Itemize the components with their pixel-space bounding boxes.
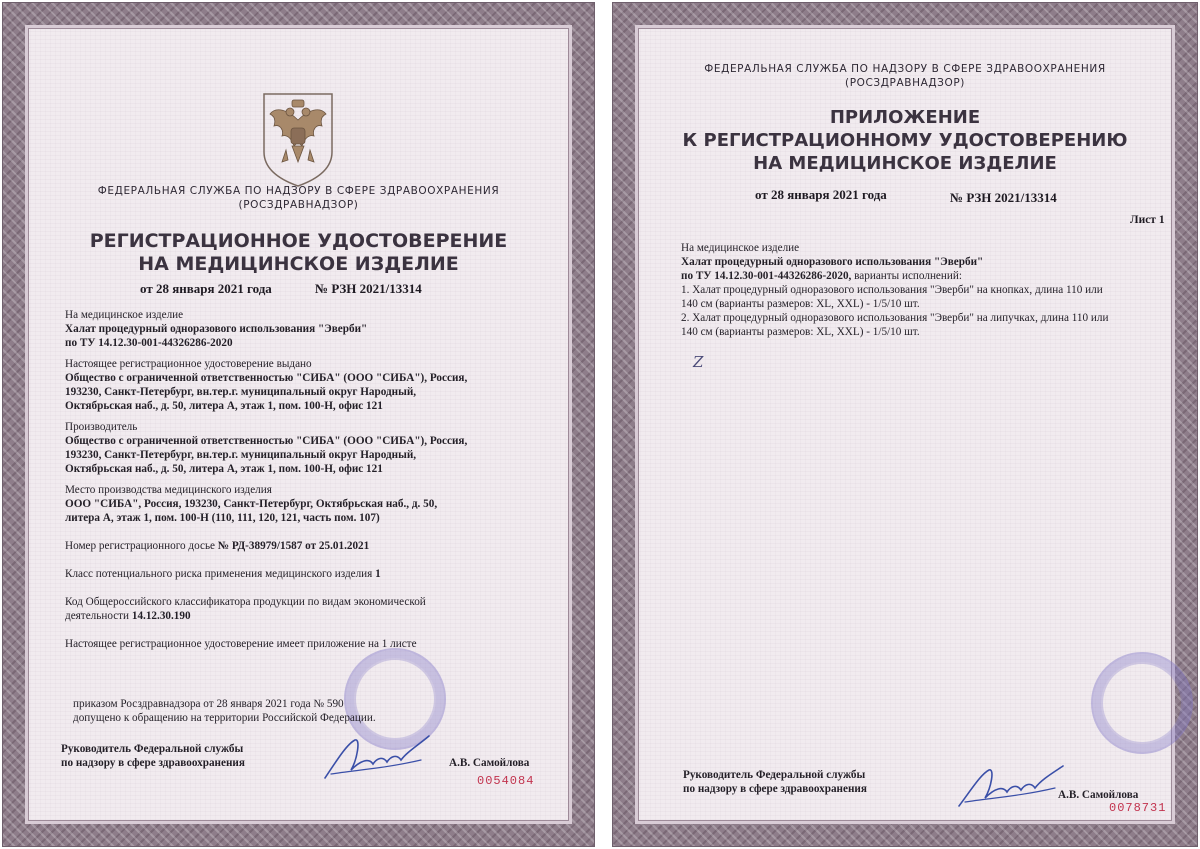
certificate-body [65,308,585,651]
annex-agency-short-name: (РОСЗДРАВНАДЗОР) [845,77,965,89]
variant-2-line-1: 2. Халат процедурный одноразового использования "Эверби" на липучках, длина 110 или [681,312,1109,324]
device-name: Халат процедурный одноразового использования "Эверби" [65,323,368,335]
signature-icon [953,760,1071,814]
certificate-date: от 28 января 2021 года [140,281,272,296]
annex-number: № РЗН 2021/13314 [950,190,1057,205]
annex-title-line-3: НА МЕДИЦИНСКОЕ ИЗДЕЛИЕ [753,153,1057,174]
annex-device-spec: по ТУ 14.12.30-001-44326286-2020, [681,270,852,282]
annex-title-line-2: К РЕГИСТРАЦИОННОМУ УДОСТОВЕРЕНИЮ [682,130,1128,151]
dossier-label: Номер регистрационного досье [65,540,216,552]
variant-1-line-1: 1. Халат процедурный одноразового использования "Эверби" на кнопках, длина 110 или [681,284,1103,296]
annex-serial-number: 0078731 [1109,801,1167,815]
annex-head-title [683,768,943,796]
order-line-1: приказом Росздравнадзора от 28 января 2021 года № 590 [73,698,344,710]
issued-label: Настоящее регистрационное удостоверение выдано [65,358,312,370]
signer-name: А.В. Самойлова [449,757,530,769]
issued-line-3: Октябрьская наб., д. 50, литера А, этаж 1, пом. 100-Н, офис 121 [65,400,383,412]
registration-certificate [3,3,594,846]
dossier-value: № РД-38979/1587 от 25.01.2021 [217,540,370,552]
variants-label: варианты исполнений: [854,270,962,282]
manufacturer-label: Производитель [65,421,138,433]
annex-device-name: Халат процедурный одноразового использования "Эверби" [681,256,984,268]
annex-signer-name: А.В. Самойлова [1058,789,1139,801]
initials-mark: Z [693,353,704,371]
variant-2-line-2: 140 см (варианты размеров: XL, XXL) - 1/5/10 шт. [681,326,920,338]
risk-class-label: Класс потенциального риска применения медицинского изделия [65,568,373,580]
certificate-title: РЕГИСТРАЦИОННОЕ УДОСТОВЕРЕНИЕ [89,230,508,252]
annex-head-title-line-1: Руководитель Федеральной службы [683,769,866,781]
issued-line-1: Общество с ограниченной ответственностью "СИБА" (ООО "СИБА"), Россия, [65,372,468,384]
manufacturer-line-3: Октябрьская наб., д. 50, литера А, этаж 1, пом. 100-Н, офис 121 [65,463,383,475]
device-label: На медицинское изделие [65,309,184,321]
annex-head-title-line-2: по надзору в сфере здравоохранения [683,783,867,795]
agency-name: ФЕДЕРАЛЬНАЯ СЛУЖБА ПО НАДЗОРУ В СФЕРЕ ЗДРАВООХРАНЕНИЯ [97,185,500,197]
signature-icon [317,730,437,786]
sheet-number: Лист 1 [1130,214,1165,226]
device-spec: по ТУ 14.12.30-001-44326286-2020 [65,337,233,349]
annex-note: Настоящее регистрационное удостоверение имеет приложение на 1 листе [65,638,417,650]
okp-label: Код Общероссийского классификатора продукции по видам экономической [65,596,426,608]
production-line-1: ООО "СИБА", Россия, 193230, Санкт-Петербург, Октябрьская наб., д. 50, [65,498,438,510]
certificate-subtitle: НА МЕДИЦИНСКОЕ ИЗДЕЛИЕ [138,253,459,275]
head-title [61,742,341,770]
certificate-annex [613,3,1197,846]
serial-number: 0054084 [477,774,535,788]
double-headed-eagle-icon [258,90,338,188]
head-title-line-1: Руководитель Федеральной службы [61,743,244,755]
annex-title: ПРИЛОЖЕНИЕ [829,107,981,128]
annex-paper [635,25,1175,824]
order-text [73,697,493,725]
certificate-number: № РЗН 2021/13314 [315,281,422,296]
annex-device-label: На медицинское изделие [681,242,800,254]
okp-value: 14.12.30.190 [131,610,191,622]
production-line-2: литера А, этаж 1, пом. 100-Н (110, 111, 120, 121, часть пом. 107) [65,512,380,524]
variant-1-line-2: 140 см (варианты размеров: XL, XXL) - 1/5/10 шт. [681,298,920,310]
annex-body [681,241,1191,339]
head-title-line-2: по надзору в сфере здравоохранения [61,757,245,769]
manufacturer-line-2: 193230, Санкт-Петербург, вн.тер.г. муниципальный округ Народный, [65,449,417,461]
certificate-paper [25,25,572,824]
order-line-2: допущено к обращению на территории Российской Федерации. [73,712,376,724]
annex-date: от 28 января 2021 года [755,187,887,202]
production-label: Место производства медицинского изделия [65,484,272,496]
agency-short-name: (РОСЗДРАВНАДЗОР) [238,199,359,211]
annex-agency-name: ФЕДЕРАЛЬНАЯ СЛУЖБА ПО НАДЗОРУ В СФЕРЕ ЗДРАВООХРАНЕНИЯ [704,63,1106,75]
manufacturer-line-1: Общество с ограниченной ответственностью "СИБА" (ООО "СИБА"), Россия, [65,435,468,447]
issued-line-2: 193230, Санкт-Петербург, вн.тер.г. муниципальный округ Народный, [65,386,417,398]
round-seal-icon [1091,652,1193,754]
okp-label-end: деятельности [65,610,130,622]
risk-class-value: 1 [375,568,381,580]
